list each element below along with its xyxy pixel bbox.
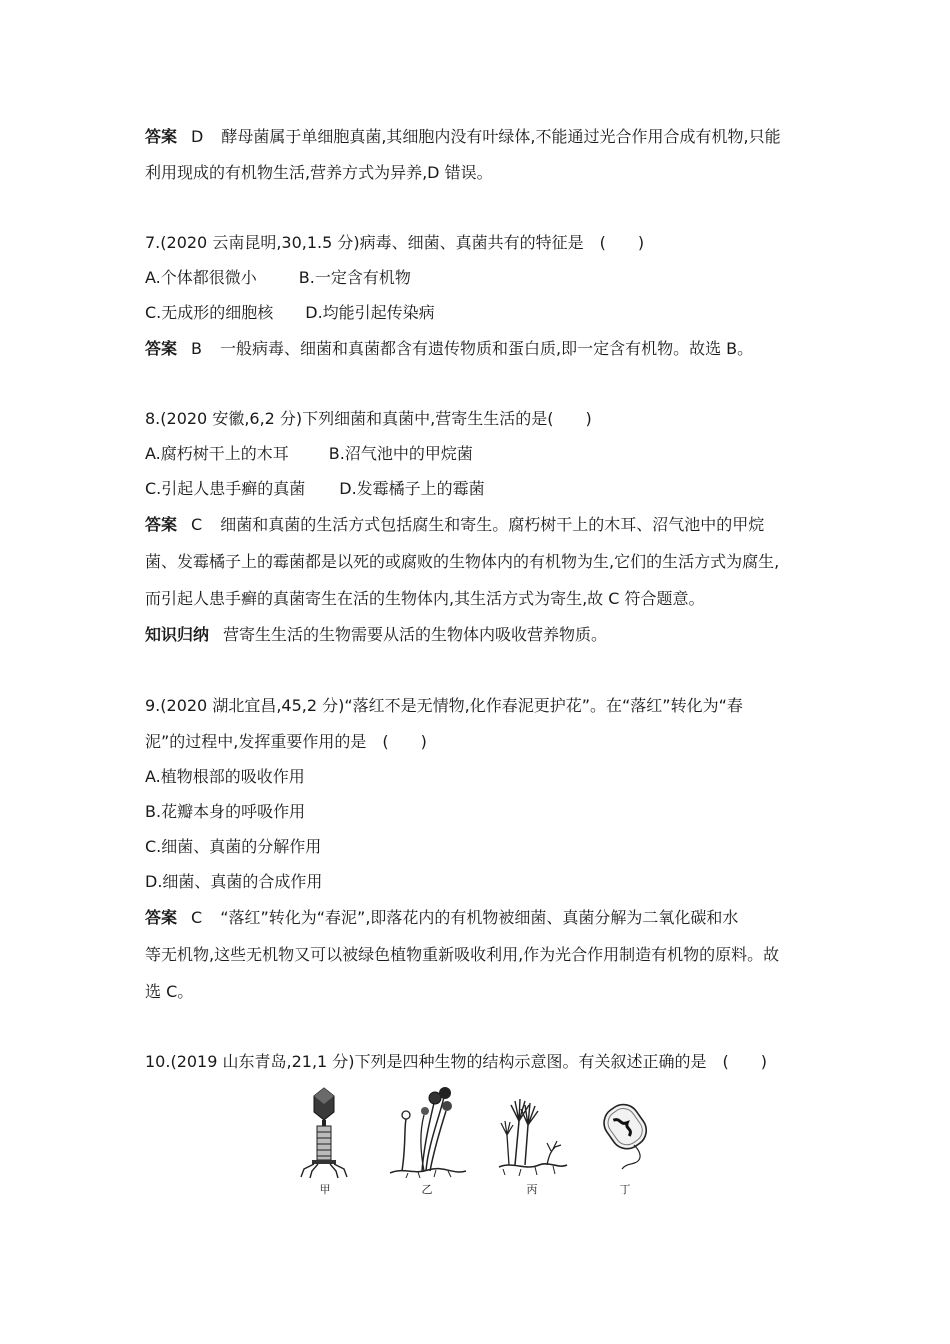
bacteriophage-illustration xyxy=(290,1085,360,1180)
answer-letter: C xyxy=(191,515,203,534)
q9-answer-line xyxy=(145,908,738,928)
bacterium-illustration xyxy=(592,1085,662,1180)
q9-option-a: A.植物根部的吸收作用 xyxy=(145,767,305,786)
caption-jia: 甲 xyxy=(319,1183,331,1196)
caption-ding: 丁 xyxy=(619,1183,631,1196)
option-c: C.引起人患手癣的真菌 xyxy=(145,479,306,498)
answer-label: 答案 xyxy=(145,339,178,358)
option-a: A.个体都很微小 xyxy=(145,268,257,287)
q7-options-cd xyxy=(145,303,435,323)
answer-letter: B xyxy=(191,339,202,358)
q9-answer-continuation-2: 选 C。 xyxy=(145,982,194,1001)
q8-answer-line xyxy=(145,515,764,535)
q8-options-ab xyxy=(145,444,473,464)
answer-letter: D xyxy=(191,127,204,146)
answer-text: 一般病毒、细菌和真菌都含有遗传物质和蛋白质,即一定含有机物。故选 B。 xyxy=(220,339,754,358)
q9-option-c: C.细菌、真菌的分解作用 xyxy=(145,837,322,856)
answer-text: “落红”转化为“春泥”,即落花内的有机物被细菌、真菌分解为二氧化碳和水 xyxy=(220,908,739,927)
q7-answer-line xyxy=(145,339,753,359)
figure-jia xyxy=(290,1085,360,1200)
mold-illustration xyxy=(388,1085,468,1180)
figure-bing xyxy=(495,1085,565,1200)
q9-stem-2: 泥”的过程中,发挥重要作用的是 ( ) xyxy=(145,732,427,751)
q7-options-ab xyxy=(145,268,411,288)
figure-yi xyxy=(388,1085,458,1200)
caption-bing: 丙 xyxy=(526,1183,538,1196)
q9-option-d: D.细菌、真菌的合成作用 xyxy=(145,872,323,891)
option-d: D.均能引起传染病 xyxy=(305,303,435,322)
answer-letter: C xyxy=(191,908,203,927)
option-b: B.沼气池中的甲烷菌 xyxy=(328,444,473,463)
answer-label: 答案 xyxy=(145,908,178,927)
option-d: D.发霉橘子上的霉菌 xyxy=(339,479,485,498)
q8-answer-continuation-1: 菌、发霉橘子上的霉菌都是以死的或腐败的生物体内的有机物为生,它们的生活方式为腐生, xyxy=(145,552,780,571)
answer-text: 酵母菌属于单细胞真菌,其细胞内没有叶绿体,不能通过光合作用合成有机物,只能 xyxy=(221,127,781,146)
q7-stem: 7.(2020 云南昆明,30,1.5 分)病毒、细菌、真菌共有的特征是 ( ) xyxy=(145,233,645,252)
q9-stem-1: 9.(2020 湖北宜昌,45,2 分)“落红不是无情物,化作春泥更护花”。在“落红”转化为“春 xyxy=(145,696,743,715)
option-a: A.腐朽树干上的木耳 xyxy=(145,444,289,463)
q8-stem: 8.(2020 安徽,6,2 分)下列细菌和真菌中,营寄生生活的是( ) xyxy=(145,409,592,428)
answer-label: 答案 xyxy=(145,515,178,534)
penicillium-illustration xyxy=(495,1085,570,1180)
q9-option-b: B.花瓣本身的呼吸作用 xyxy=(145,802,306,821)
figure-ding xyxy=(592,1085,662,1200)
option-b: B.一定含有机物 xyxy=(298,268,411,287)
caption-yi: 乙 xyxy=(421,1183,433,1196)
q9-answer-continuation-1: 等无机物,这些无机物又可以被绿色植物重新吸收利用,作为光合作用制造有机物的原料。故 xyxy=(145,945,780,964)
knowledge-label: 知识归纳 xyxy=(145,625,210,644)
organism-figures xyxy=(290,1085,660,1200)
q8-options-cd xyxy=(145,479,485,499)
q6-answer-line xyxy=(145,127,781,147)
answer-label: 答案 xyxy=(145,127,178,146)
option-c: C.无成形的细胞核 xyxy=(145,303,274,322)
knowledge-text: 营寄生生活的生物需要从活的生物体内吸收营养物质。 xyxy=(223,625,608,644)
q6-answer-continuation: 利用现成的有机物生活,营养方式为异养,D 错误。 xyxy=(145,163,493,182)
q8-knowledge-note xyxy=(145,625,607,645)
q10-stem: 10.(2019 山东青岛,21,1 分)下列是四种生物的结构示意图。有关叙述正确的是 ( ) xyxy=(145,1052,768,1071)
answer-text: 细菌和真菌的生活方式包括腐生和寄生。腐朽树干上的木耳、沼气池中的甲烷 xyxy=(220,515,765,534)
q8-answer-continuation-2: 而引起人患手癣的真菌寄生在活的生物体内,其生活方式为寄生,故 C 符合题意。 xyxy=(145,589,705,608)
